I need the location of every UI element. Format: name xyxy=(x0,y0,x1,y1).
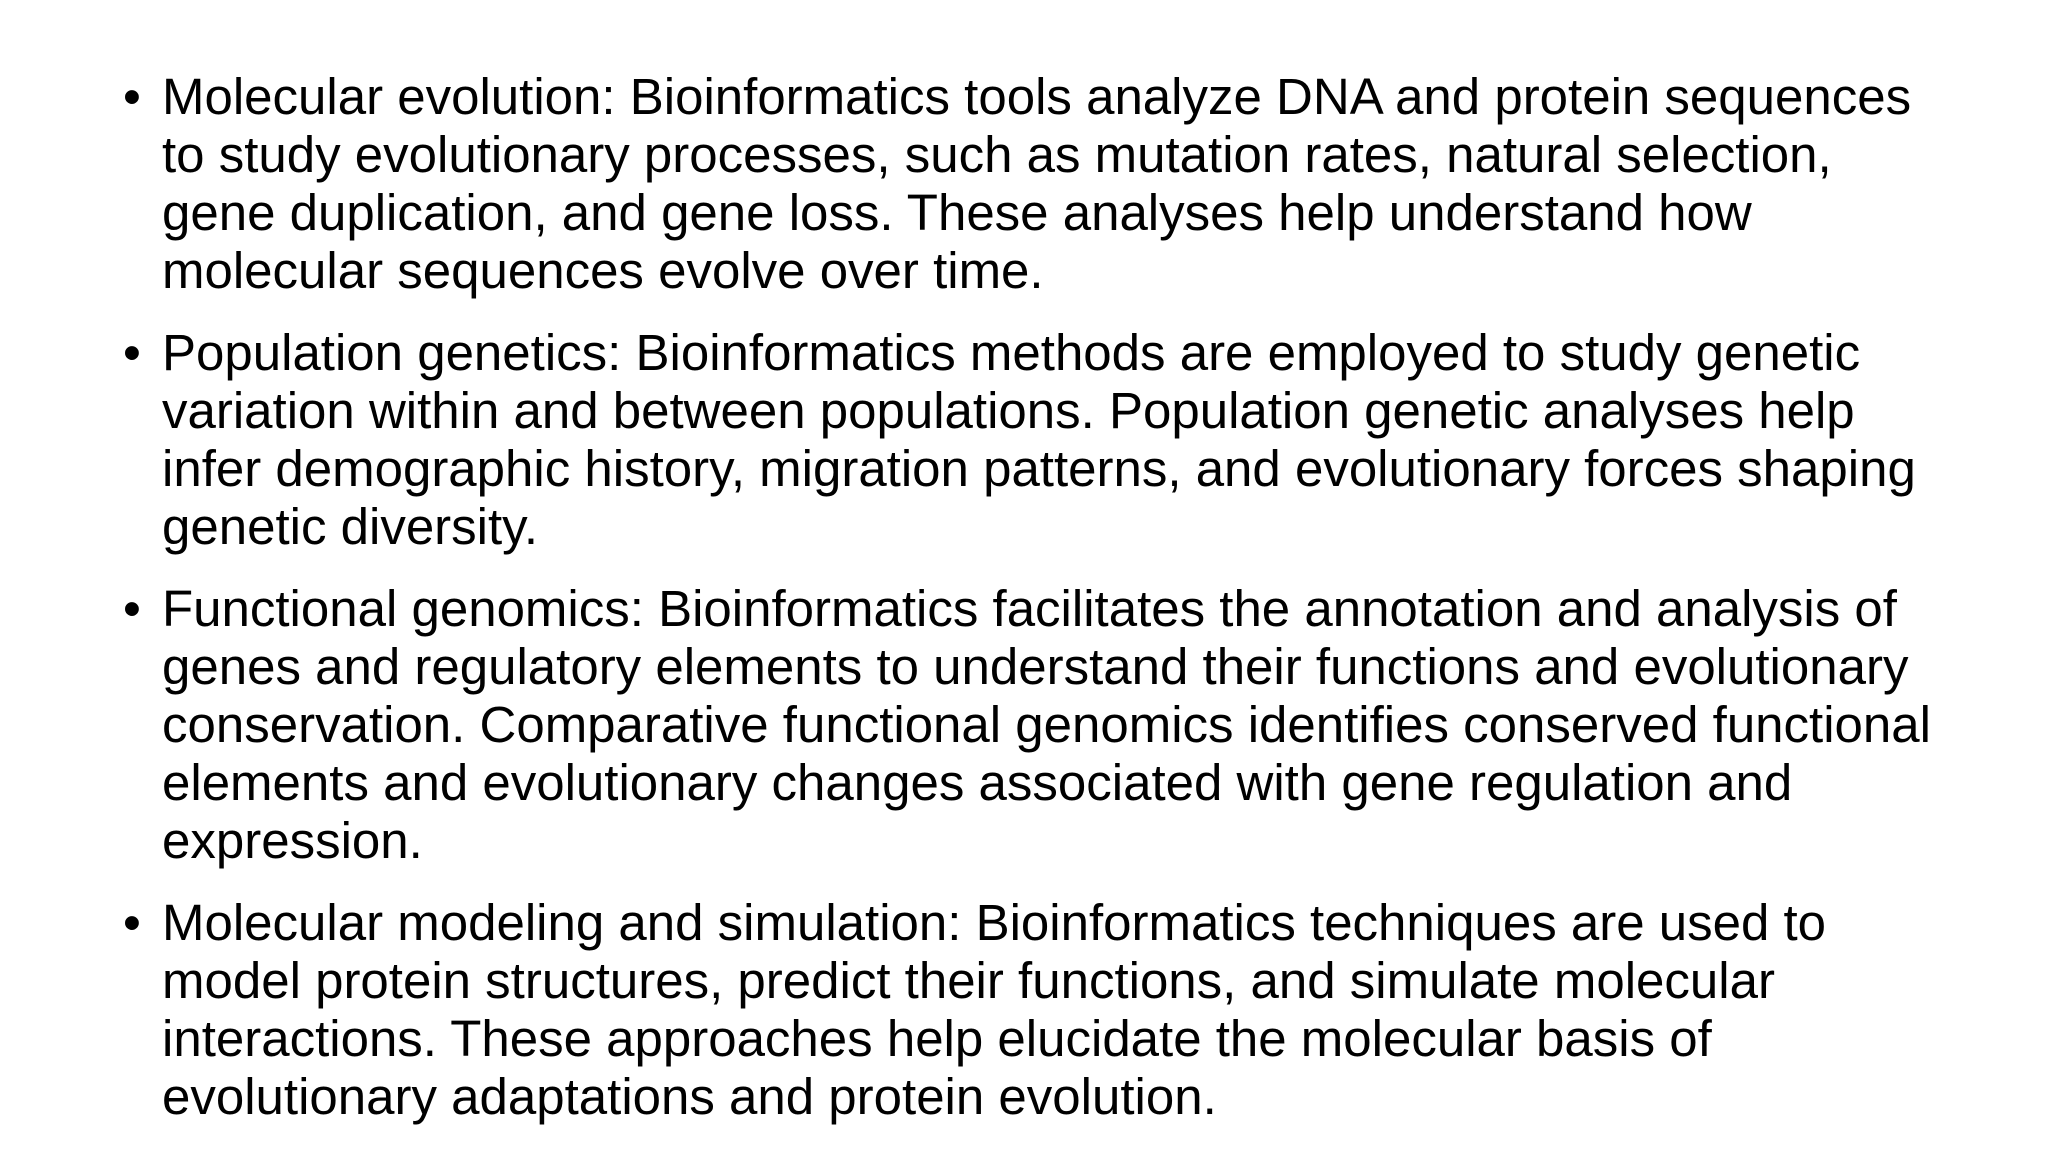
bullet-icon: • xyxy=(123,68,141,125)
bullet-text: Molecular evolution: Bioinformatics tools analyze DNA and protein sequences to study evolutionary processes, such as mutation rates, natural selection, gene duplication, and gene loss. These analyses help understand how molecular sequences evolve over time. xyxy=(162,68,1912,299)
bullet-item-functional-genomics xyxy=(123,580,1953,870)
bullet-item-molecular-evolution xyxy=(123,68,1953,300)
bullet-text: Functional genomics: Bioinformatics facilitates the annotation and analysis of genes and regulatory elements to understand their functions and evolutionary conservation. Comparative functional genomics identifies conserved functional elements and evolutionary changes associated with gene regulation and expression. xyxy=(162,580,1931,869)
bullet-item-molecular-modeling xyxy=(123,894,1953,1126)
bullet-icon: • xyxy=(123,894,141,951)
bullet-list xyxy=(123,68,1953,1126)
bullet-text: Molecular modeling and simulation: Bioinformatics techniques are used to model protein structures, predict their functions, and simulate molecular interactions. These approaches help elucidate the molecular basis of evolutionary adaptations and protein evolution. xyxy=(162,894,1827,1125)
bullet-text: Population genetics: Bioinformatics methods are employed to study genetic variation within and between populations. Population genetic analyses help infer demographic history, migration patterns, and evolutionary forces shaping genetic diversity. xyxy=(162,324,1916,555)
bullet-item-population-genetics xyxy=(123,324,1953,556)
bullet-icon: • xyxy=(123,580,141,637)
bullet-icon: • xyxy=(123,324,141,381)
